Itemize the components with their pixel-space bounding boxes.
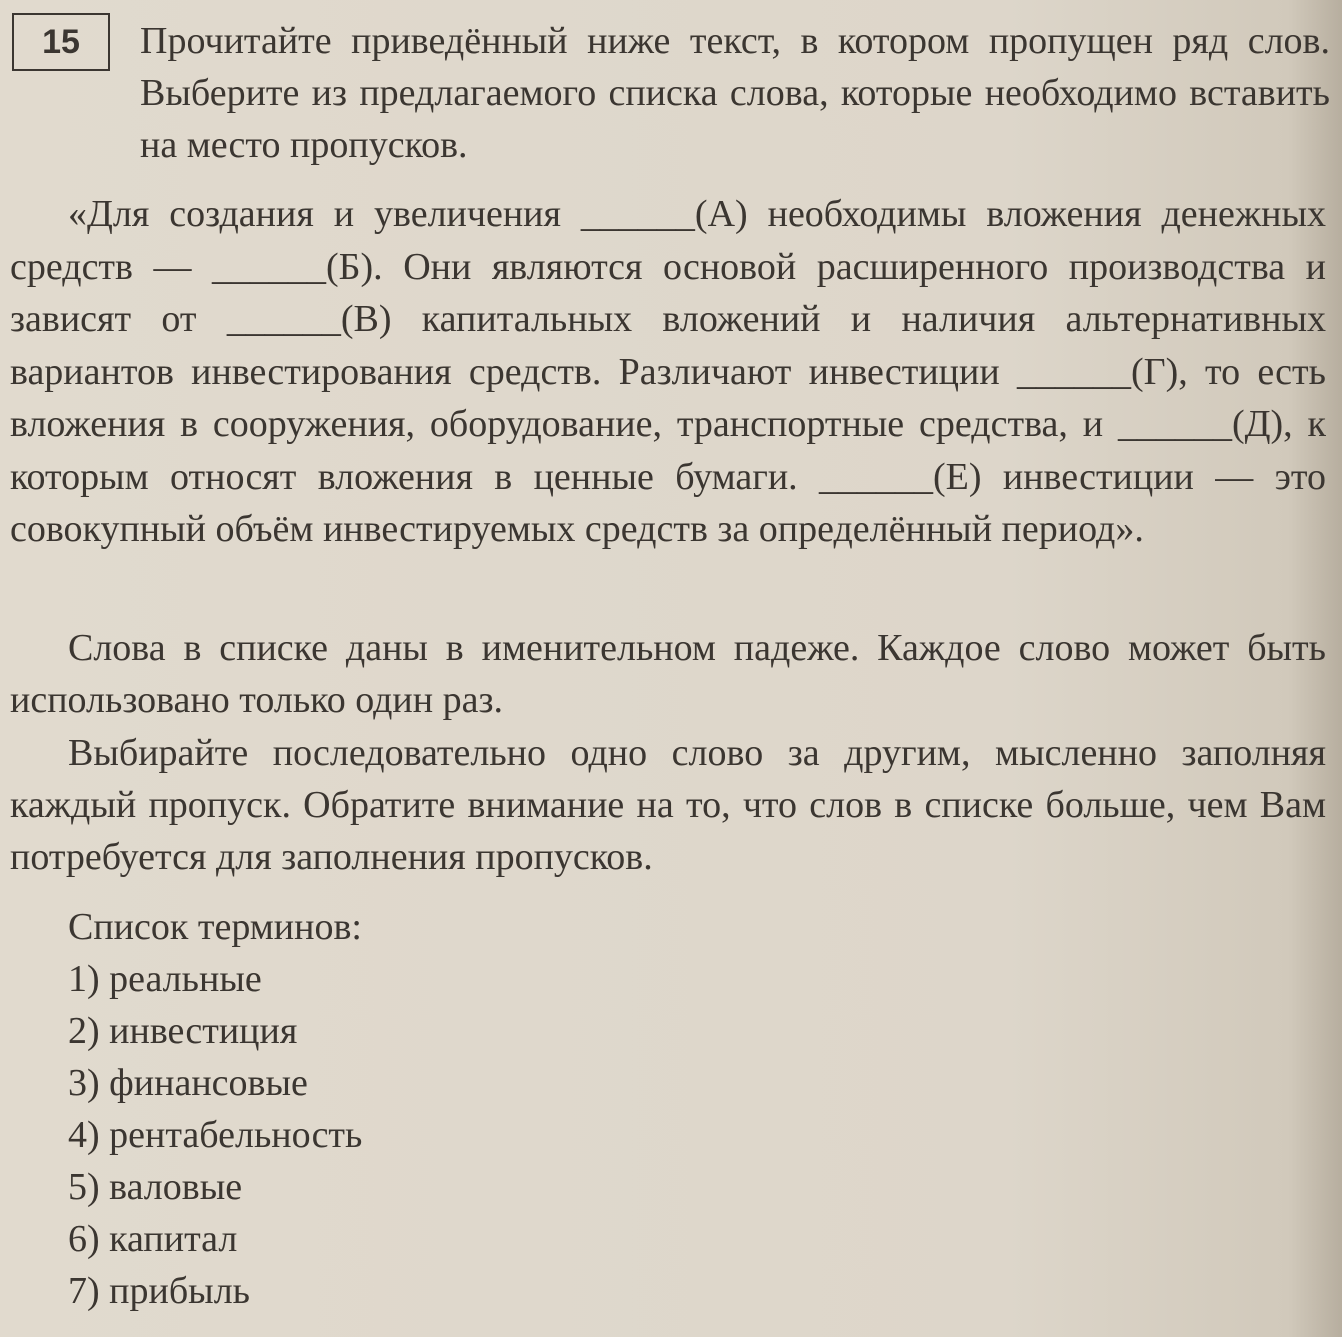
passage-text-segment: то есть вложения в сооружения, оборудование, транспортные средства, и [10, 350, 1326, 445]
task-number-box [12, 13, 110, 71]
passage-text-segment: капитальных вложений и наличия альтернативных вариантов инвестирования средств. Различают инвестиции [10, 298, 1326, 393]
blank-b: ______(Б). [212, 245, 383, 288]
rules-paragraph-1: Слова в списке даны в именительном падеже. Каждое слово может быть использовано только один раз. [10, 627, 1326, 721]
passage-text-segment: «Для создания и увеличения [68, 193, 581, 235]
term-item: 4) рентабельность [68, 1114, 363, 1156]
passage-text-segment: к которым относят вложения в ценные бумаги. [10, 403, 1326, 498]
blank-v: ______(В) [226, 298, 392, 340]
terms-heading: Список терминов: [68, 906, 362, 948]
passage-text [10, 188, 1326, 556]
passage-text-segment: инвестиции — это совокупный объём инвестируемых средств за определённый период». [10, 455, 1326, 550]
term-item: 1) реальные [68, 958, 262, 1000]
blank-d: ______(Д), [1117, 403, 1293, 445]
blank-g: ______(Г), [1016, 350, 1188, 393]
blank-e: ______(Е) [819, 455, 982, 498]
rules-paragraph-2: Выбирайте последовательно одно слово за другим, мысленно заполняя каждый пропуск. Обратите внимание на то, что слов в списке больше, чем Вам потребуется для заполнения пропусков. [10, 732, 1326, 878]
term-item: 3) финансовые [68, 1062, 308, 1104]
terms-list [68, 901, 362, 1317]
task-instruction: Прочитайте приведённый ниже текст, в котором пропущен ряд слов. Выберите из предлагаемого списка слова, которые необходимо вставить на место пропусков. [140, 20, 1330, 166]
term-item: 7) прибыль [68, 1270, 250, 1312]
term-item: 5) валовые [68, 1166, 243, 1208]
task-number: 15 [42, 22, 80, 61]
blank-a: ______(А) [580, 193, 748, 235]
passage-text-segment: Они являются основой расширенного производства и зависят от [10, 245, 1326, 340]
passage-text-segment: необходимы вложения денежных средств — [10, 193, 1326, 288]
term-item: 6) капитал [68, 1218, 238, 1260]
term-item: 2) инвестиция [68, 1010, 298, 1052]
